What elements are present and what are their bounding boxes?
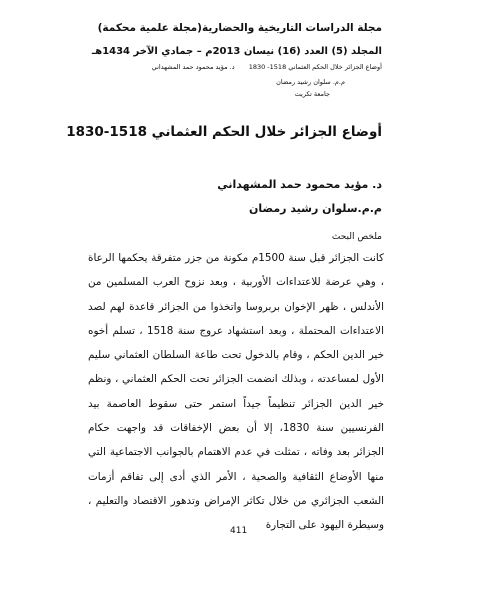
abstract-body: كانت الجزائر قبل سنة 1500م مكونة من جزر متفرقة يحكمها الرعاة ، وهي عرضة للاعتداءات الأوربية ، وبعد نزوح العرب المسلمين من الأندلس ، ظهر الإخوان بربروسا واتخذوا من الجزائر قاعدة لهم لصد الاعتداءات المحتملة ، وبعد استشهاد عروج سنة 1518 ، تسلم أخوه خير الدين الحكم ، وقام بالدخول تحت طاعة السلطان العثماني سليم الأول لمساعدته ، وبذلك انضمت الجزائر تحت الحكم العثماني ، ونظم خير الدين الجزائر تنظيماً جيداً استمر حتى سقوط العاصمة بيد الفرنسيين سنة 1830، إلا أن بعض الإخفاقات قد واجهت حكام الجزائر بعد وفاته ، تمثلت في عدم الاهتمام بالجوانب الاجتماعية التي منها الأوضاع الثقافية والصحية ، الأمر الذي أدى إلى تفاقم أزمات الشعب الجزائري من خلال تكاثر الإمراض وتدهور الاقتصاد والتعليم ، وسيطرة اليهود على التجارة (88, 252, 384, 532)
article-author-2: م.م.سلوان رشيد رمضان (249, 202, 382, 215)
header-author-2: م.م. سلوان رشيد رمضان (276, 78, 345, 86)
abstract-heading: ملخص البحث (331, 232, 382, 242)
article-author-1: د. مؤيد محمود حمد المشهداني (217, 178, 382, 191)
journal-title: مجلة الدراسات التاريخية والحضارية(مجلة علمية محكمة) (97, 22, 382, 34)
header-meta-line (152, 63, 382, 71)
header-institution: جامعة تكريت (294, 90, 330, 98)
issue-line: المجلد (5) العدد (16) نيسان 2013م – جمادي الآخر 1434هـ (91, 46, 382, 57)
article-title: أوضاع الجزائر خلال الحكم العثماني 1518-1830 (66, 124, 382, 140)
running-title: أوضاع الجزائر خلال الحكم العثماني 1518- 1830 (248, 63, 382, 71)
page-number: 411 (230, 526, 248, 536)
header-author-1: د. مؤيد محمود حمد المشهداني (151, 63, 235, 71)
